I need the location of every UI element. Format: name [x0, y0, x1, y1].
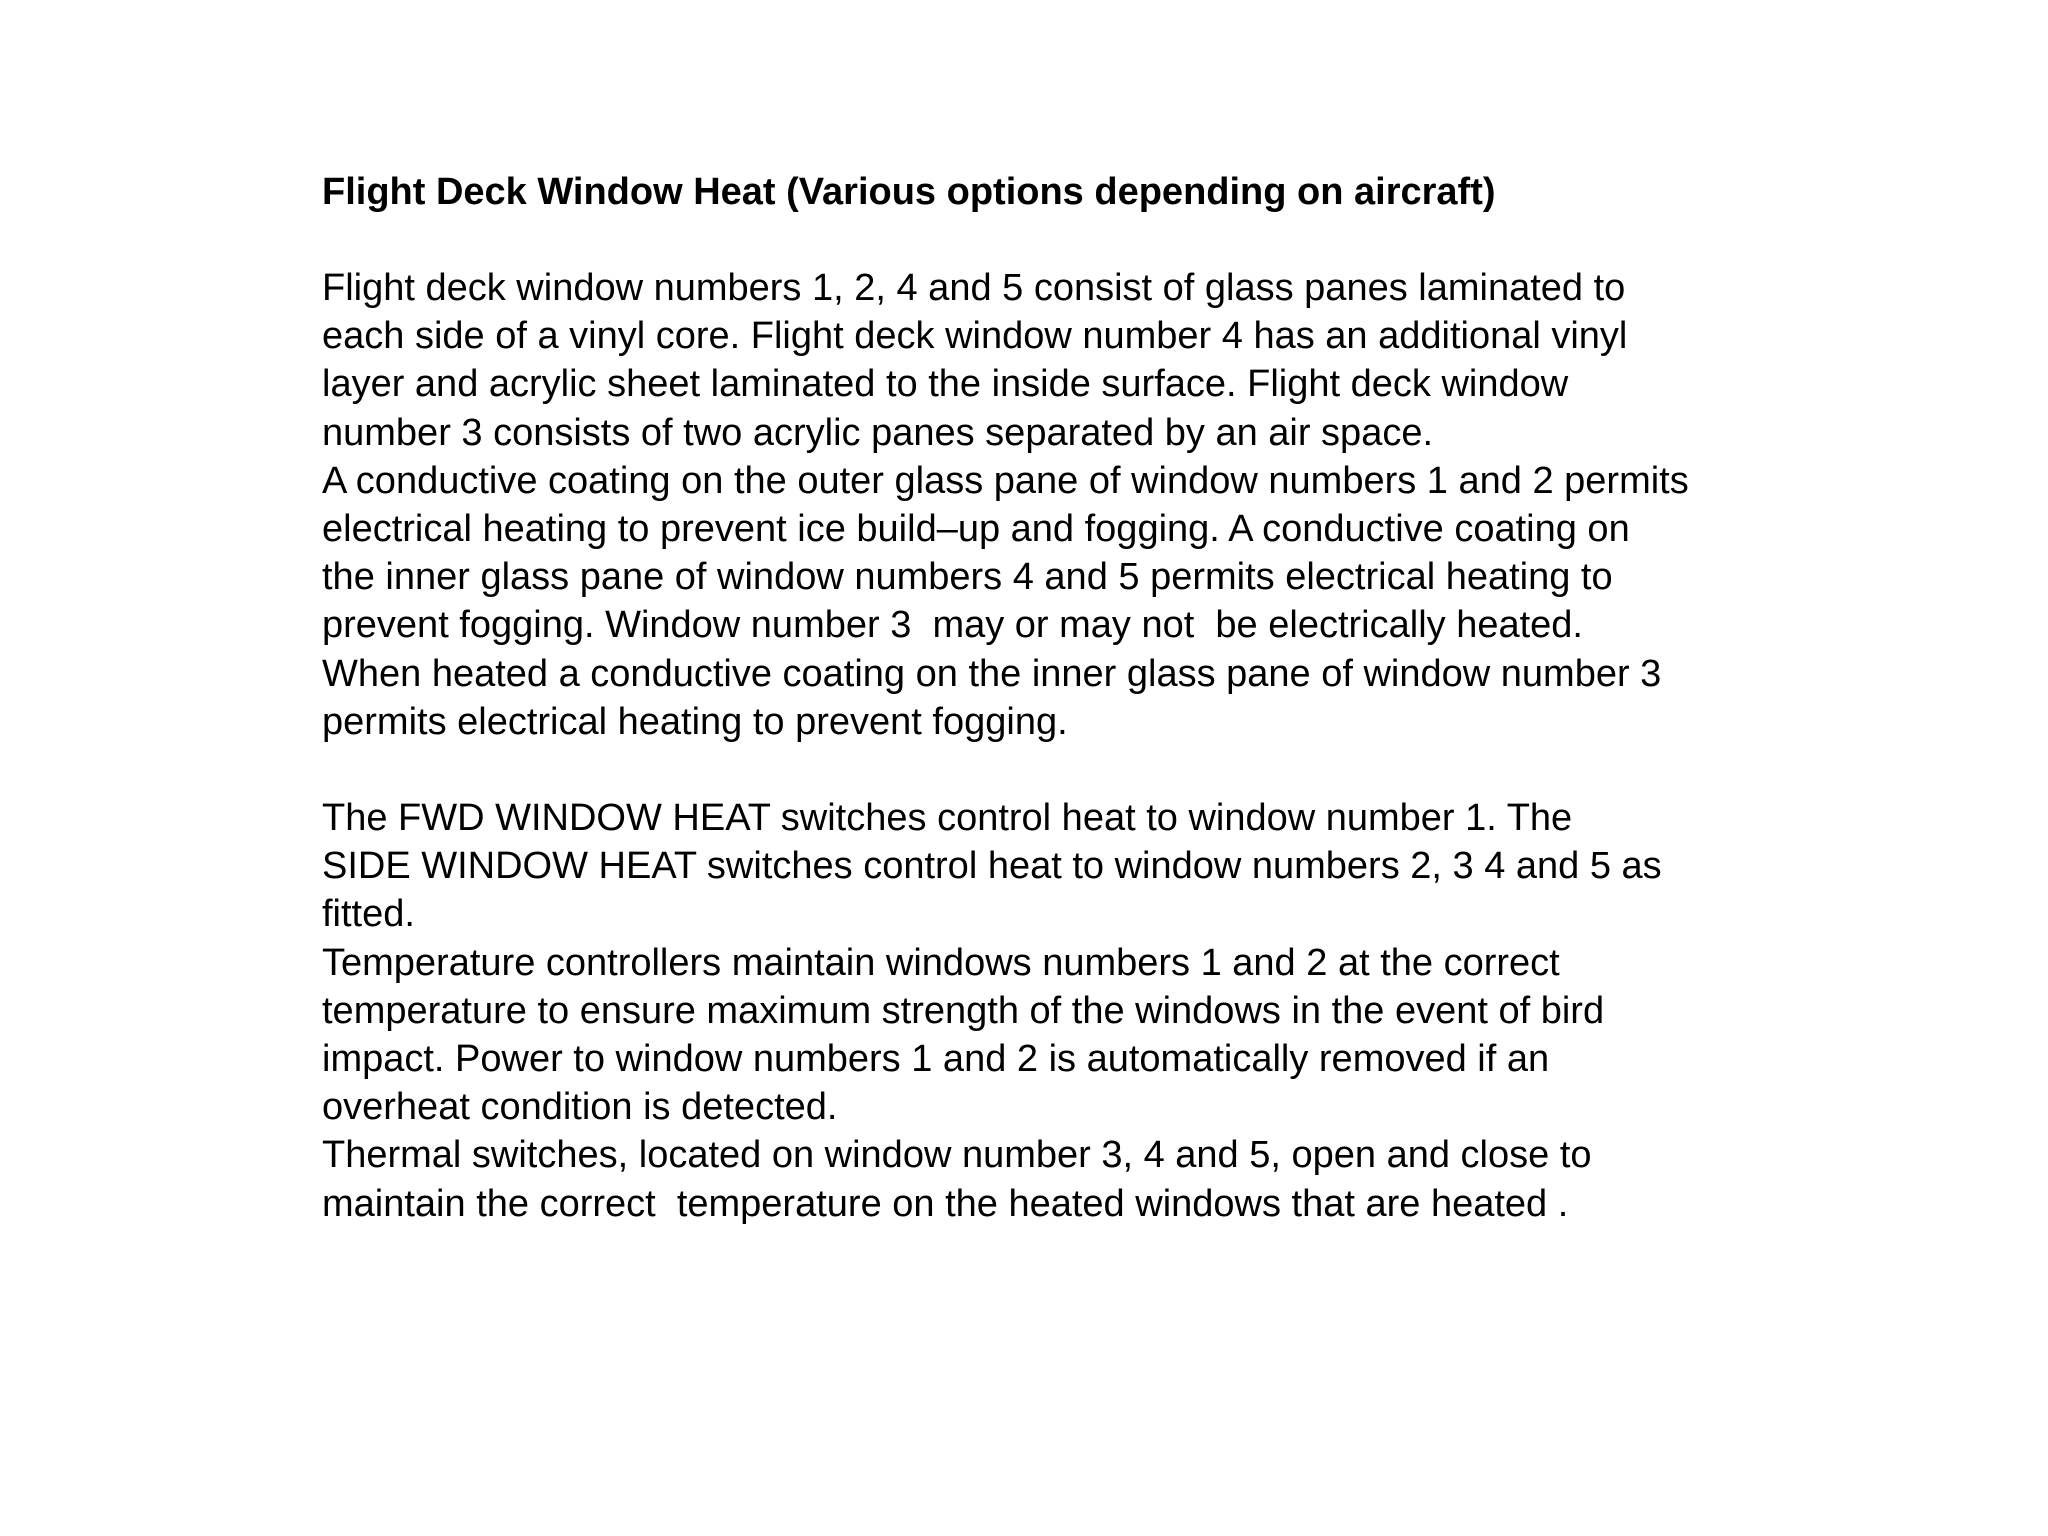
text-line: Flight deck window numbers 1, 2, 4 and 5 consist of glass panes laminated to: [322, 267, 1626, 309]
text-line: layer and acrylic sheet laminated to the inside surface. Flight deck window: [322, 363, 1569, 406]
text-line: SIDE WINDOW HEAT switches control heat to window numbers 2, 3 4 and 5 as: [322, 845, 1662, 888]
text-line: number 3 consists of two acrylic panes separated by an air space.: [322, 411, 1434, 454]
text-line: maintain the correct temperature on the heated windows that are heated .: [322, 1182, 1569, 1225]
text-line: temperature to ensure maximum strength of the windows in the event of bird: [322, 989, 1605, 1032]
text-line: each side of a vinyl core. Flight deck window number 4 has an additional vinyl: [322, 315, 1628, 358]
slide-title: Flight Deck Window Heat (Various options depending on aircraft): [322, 171, 1496, 213]
text-line: prevent fogging. Window number 3 may or may not be electrically heated.: [322, 604, 1583, 647]
slide-content: [322, 168, 1802, 1228]
text-line: electrical heating to prevent ice build–up and fogging. A conductive coating on: [322, 508, 1630, 551]
text-line: A conductive coating on the outer glass pane of window numbers 1 and 2 permits: [322, 459, 1689, 502]
text-line: fitted.: [322, 893, 415, 936]
text-line: The FWD WINDOW HEAT switches control heat to window number 1. The: [322, 797, 1573, 840]
text-line: Thermal switches, located on window number 3, 4 and 5, open and close to: [322, 1134, 1592, 1177]
text-line: permits electrical heating to prevent fogging.: [322, 700, 1068, 743]
text-line: the inner glass pane of window numbers 4 and 5 permits electrical heating to: [322, 556, 1613, 599]
paragraph-gap: [322, 216, 1802, 264]
paragraph-window-heat-control: [322, 794, 1802, 1228]
paragraph-window-construction: [322, 264, 1802, 746]
text-line: Temperature controllers maintain windows numbers 1 and 2 at the correct: [322, 941, 1560, 984]
text-line: impact. Power to window numbers 1 and 2 is automatically removed if an: [322, 1038, 1550, 1081]
text-line: overheat condition is detected.: [322, 1086, 838, 1129]
text-line: When heated a conductive coating on the inner glass pane of window number 3: [322, 652, 1662, 695]
paragraph-gap: [322, 746, 1802, 794]
